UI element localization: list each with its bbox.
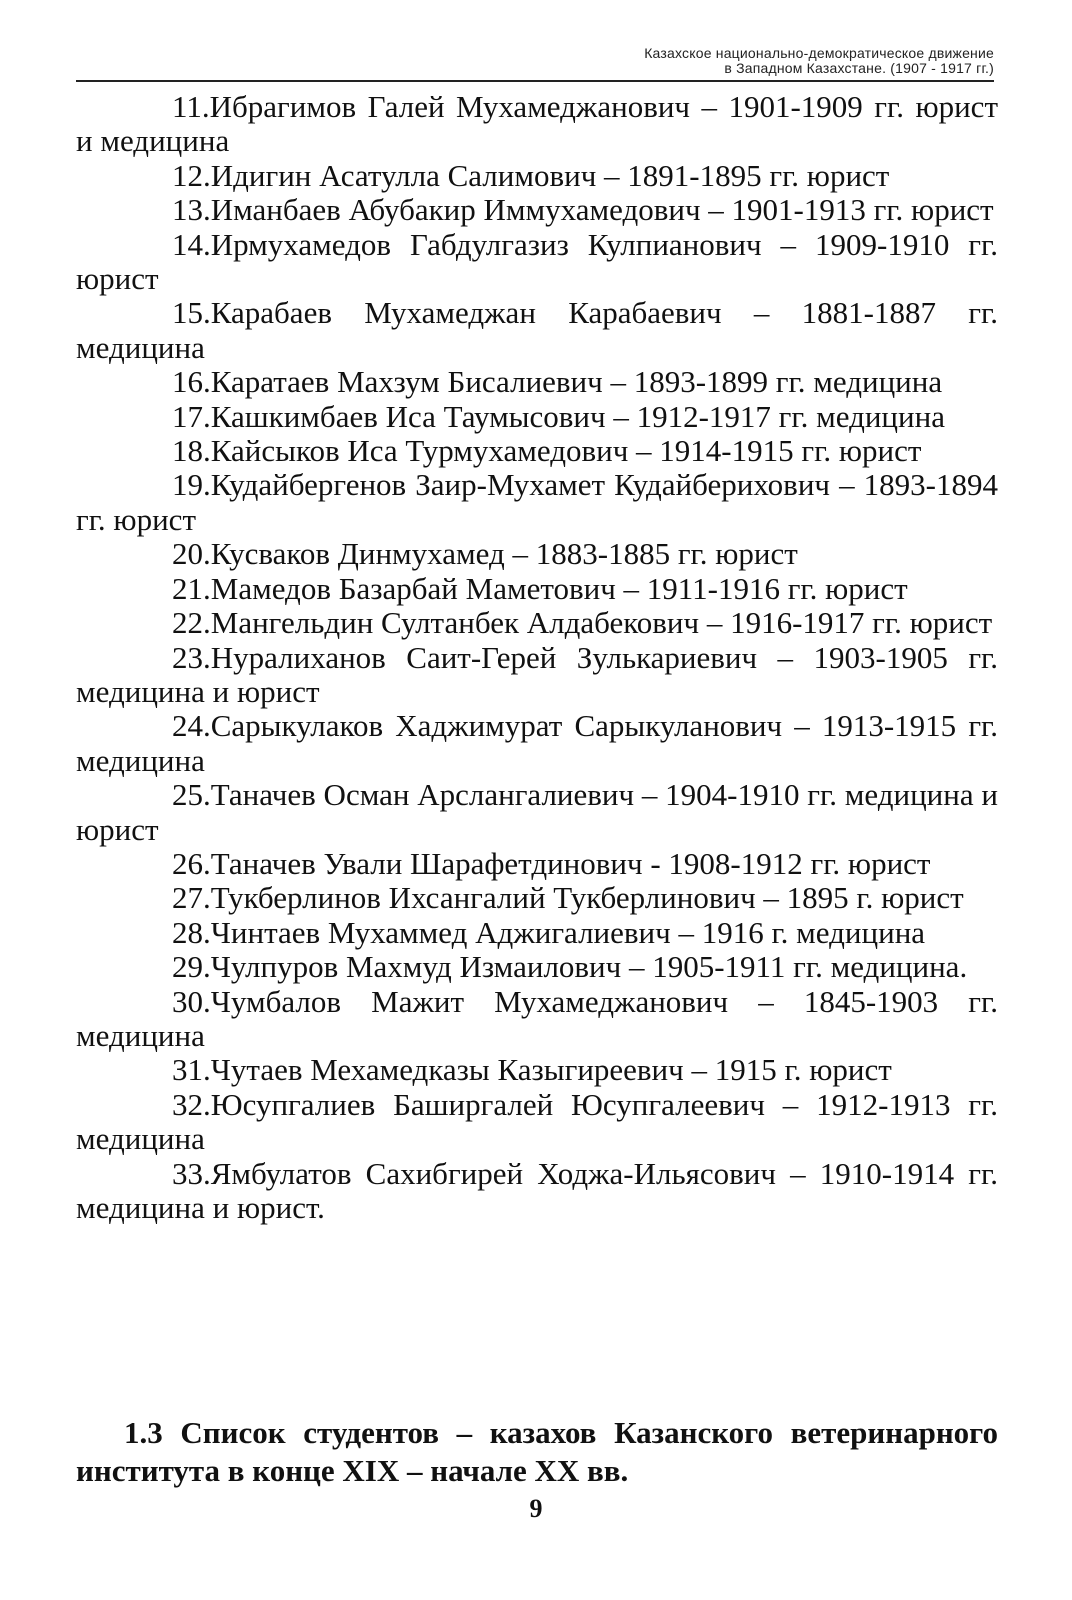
list-item-number: 13. [172,192,211,228]
list-item-number: 12. [172,157,211,193]
list-item-number: 30. [172,983,211,1019]
list-item-number: 31. [172,1052,211,1088]
list-item-number: 15. [172,295,211,331]
list-item [76,606,998,640]
list-item [76,572,998,606]
list-item [76,1088,998,1157]
list-item [76,950,998,984]
list-item-text: Карабаев Мухамеджан Карабаевич – 1881-1887 гг. медицина [76,295,998,365]
list-item-text: Кусваков Динмухамед – 1883-1885 гг. юрист [210,536,798,572]
list-item [76,1053,998,1087]
list-item [76,778,998,847]
list-item-text: Иманбаев Абубакир Иммухамедович – 1901-1913 гг. юрист [210,192,994,228]
list-item-text: Чумбалов Мажит Мухамеджанович – 1845-1903 гг. медицина [76,983,998,1053]
running-header-line-2: в Западном Казахстане. (1907 - 1917 гг.) [724,60,994,76]
list-item-number: 33. [172,1155,211,1191]
header-rule [76,80,994,82]
list-item-number: 16. [172,364,211,400]
list-item [76,709,998,778]
list-item-number: 25. [172,777,211,813]
list-item-number: 11. [172,89,210,124]
list-item-text: Мангельдин Султанбек Алдабекович – 1916-1917 гг. юрист [210,605,993,641]
list-item-number: 29. [172,949,211,985]
list-item-text: Чулпуров Махмуд Измаилович – 1905-1911 гг. медицина. [210,949,968,985]
list-item [76,296,998,365]
list-item-text: Ямбулатов Сахибгирей Ходжа-Ильясович – 1910-1914 гг. медицина и юрист. [76,1155,998,1225]
list-item-text: Кайсыков Иса Турмухамедович – 1914-1915 гг. юрист [210,433,922,469]
list-item [76,90,998,159]
list-item [76,159,998,193]
list-item-text: Кудайбергенов Заир-Мухамет Кудайберихович – 1893-1894 гг. юрист [76,467,998,537]
list-item [76,985,998,1054]
list-item-text: Нуралиханов Саит-Герей Зулькариевич – 1903-1905 гг. медицина и юрист [76,639,998,709]
list-item-number: 20. [172,536,211,572]
list-item-text: Идигин Асатулла Салимович – 1891-1895 гг. юрист [210,157,890,193]
list-item [76,641,998,710]
section-heading: 1.3 Список студентов – казахов Казанского ветеринарного института в конце XIX – начале XX вв. [76,1415,998,1488]
list-item-text: Сарыкулаков Хаджимурат Сарыкуланович – 1913-1915 гг. медицина [76,708,998,778]
list-item-number: 17. [172,398,211,434]
list-item-text: Чинтаев Мухаммед Аджигалиевич – 1916 г. медицина [210,914,926,950]
running-header-line-1: Казахское национально-демократическое движение [644,45,994,61]
list-item [76,193,998,227]
list-item-text: Каратаев Махзум Бисалиевич – 1893-1899 гг. медицина [210,364,943,400]
list-item [76,228,998,297]
list-item [76,1157,998,1226]
list-item [76,400,998,434]
list-item [76,365,998,399]
list-item-number: 28. [172,914,211,950]
list-item-number: 21. [172,570,211,606]
list-item [76,468,998,537]
list-item-number: 27. [172,880,211,916]
list-item-text: Юсупгалиев Баширгалей Юсупгалеевич – 1912-1913 гг. медицина [76,1086,998,1157]
running-header [434,46,994,76]
list-item-text: Ирмухамедов Габдулгазиз Кулпианович – 1909-1910 гг. юрист [76,226,998,297]
list-item-text: Тукберлинов Ихсангалий Тукберлинович – 1895 г. юрист [210,880,964,916]
list-item-number: 23. [172,639,211,675]
list-item [76,537,998,571]
list-item-number: 19. [172,467,211,503]
page-number: 9 [529,1494,543,1523]
list-item-text: Таначев Осман Арслангалиевич – 1904-1910 гг. медицина и юрист [76,777,998,847]
list-item [76,916,998,950]
list-item-number: 26. [172,845,211,881]
list-item-text: Мамедов Базарбай Маметович – 1911-1916 гг. юрист [210,570,908,606]
list-item-number: 14. [172,226,211,262]
list-item-text: Таначев Ували Шарафетдинович - 1908-1912 гг. юрист [210,845,931,881]
list-item [76,847,998,881]
list-item-text: Ибрагимов Галей Мухамеджанович – 1901-1909 гг. юрист и медицина [76,89,998,159]
list-item [76,434,998,468]
list-item-number: 18. [172,433,211,469]
list-item-number: 32. [172,1086,211,1122]
list-item [76,881,998,915]
student-list [76,90,998,1225]
list-item-number: 24. [172,708,211,744]
list-item-text: Чутаев Мехамедказы Казыгиреевич – 1915 г. юрист [210,1052,892,1088]
list-item-text: Кашкимбаев Иса Таумысович – 1912-1917 гг. медицина [210,398,945,434]
list-item-number: 22. [172,605,211,641]
